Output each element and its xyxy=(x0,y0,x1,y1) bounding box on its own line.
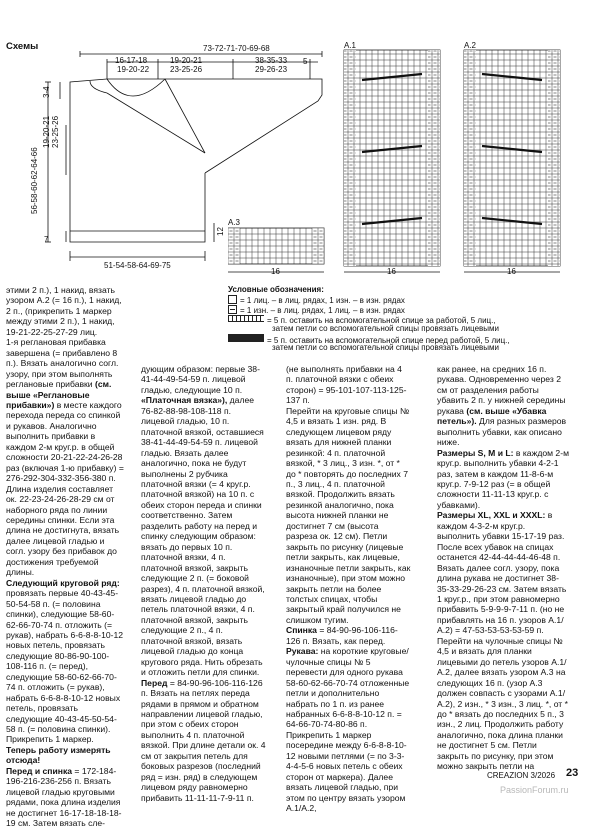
text-column-4 xyxy=(437,364,569,772)
chart-a3-width: 16 xyxy=(271,267,280,276)
dim-raglan-b: 23-25-26 xyxy=(51,115,60,148)
chart-a1-label: A.1 xyxy=(344,41,357,50)
paragraph: Размеры S, M и L: в каждом 2-м круг.р. выполнить убавки 4-2-1 раз, затем в каждом 11-8-6-м круг.р. 7-9-12 раз (= в общей сложности 11-11-13 круг.р. с убавками). xyxy=(437,447,569,510)
dim-mid1: 19-20-21 xyxy=(170,56,203,65)
dim-shoulder-b: 19-20-22 xyxy=(117,65,150,74)
paragraph: Спинка = 84-90-96-106-116-126 п. Вязать, как перед. xyxy=(286,625,398,646)
legend-item-cable-back: = 5 п. оставить на вспомогательной спице за работой, 5 лиц., xyxy=(228,315,496,326)
chart-a3-label: A.3 xyxy=(228,218,241,227)
dim-shoulder: 16-17-18 xyxy=(115,56,148,65)
chart-a2-width: 16 xyxy=(507,267,516,276)
subheading: Следующий круговой ряд: xyxy=(6,577,120,588)
paragraph: 1-я реглановая прибавка завершена (= прибавлено 8 п.). Вязать аналогично согл. узору, при этом выполнять реглановые прибавки (см. выше «Реглановые прибавки») в месте каждого перехода переда со спинкой и рукавов. Аналогично выполнить прибавки в каждом 2-м круг.р. в общей сложности 20-21-22-24-26-28 раз (включая 1-ю прибавку) = 276-292-304-332-356-380 п. Длина изделия составляет ок. 22-23-24-26-28-29 см от наборного ряда по линии середины спинки. Если эта длина не достигнута, вязать далее лицевой гладью и согл. узору без прибавок до достижения требуемой длины. xyxy=(6,337,124,578)
text-column-2 xyxy=(141,364,266,803)
paragraph: Перейти на чулочные спицы № 4,5 и вязать для планки лицевыми до петель узоров А.1/А.2, далее вязать узором А.3 на следующих 16 п. (узор А.3 должен совпасть с узорами А.1/А.2), 2 изн., * 3 изн., 3 лиц. *, от * до * вязать до последних 5 п., 3 изн., 2 лиц. Продолжить работу аналогично, пока длина планки не достигнет 5 см. Петли закрыть по рисунку, при этом можно закрыть петли на xyxy=(437,635,568,772)
cable-front-icon xyxy=(228,334,264,342)
text-column-3 xyxy=(286,364,411,813)
paragraph: Вязать далее согл. узору, пока длина рукава не достигнет 38-35-33-29-26-23 см. Затем вязать 1 круг.р., при этом равномерно прибавить 5-9-9-9-7-11 п. (но не прибавлять на 16 п. узоров А.1/А.2) = 47-53-53-53-53-59 п. xyxy=(437,562,567,636)
paragraph: Перед и спинка = 172-184-196-216-236-256 п. Вязать лицевой гладью круговыми рядами, пока длина изделия не достигнет 16-17-18-18-18-19 см. Затем вязать сле- xyxy=(6,765,122,829)
purl-square-icon xyxy=(228,305,237,314)
cable-back-icon xyxy=(228,315,264,322)
paragraph: Размеры XL, XXL и XXXL: в каждом 4-3-2-м круг.р. выполнить убавки 15-17-19 раз. После всех убавок на спицах останется 42-44-44-44-46-48 п. xyxy=(437,510,565,563)
watermark-site: PassionForum.ru xyxy=(500,785,569,795)
legend-item-cable-front: = 5 п. оставить на вспомогательной спице перед работой, 5 лиц., xyxy=(228,334,510,346)
dim-mid2: 38-35-33 xyxy=(255,56,288,65)
subheading: Теперь работу измерять отсюда! xyxy=(6,744,111,766)
dim-five: 5 xyxy=(303,57,308,66)
dim-length: 56-58-60-62-64-66 xyxy=(30,147,39,214)
magazine-name: CREAZION 3/2026 xyxy=(487,771,556,780)
paragraph: дующим образом: первые 38-41-44-49-54-59 п. лицевой гладью, следующие 10 п. «Платочная вязка»), далее 76-82-88-98-108-118 п. лицевой гладью, 10 п. платочной вязкой, оставшиеся 38-41-44-49-54-59 п. лицевой гладью. Вязать далее аналогично, пока не будут выполнены 2 рубчика платочной вязки (= 4 круг.р. платочной вязкой) на 10 п. с обеих сторон переда и спинки соответственно. Затем разделить работу на перед и спинку следующим образом: вязать до первых 10 п. платочной вязки, 4 п. платочной вязкой, закрыть следующие 2 п. (= боковой разрез), 4 п. платочной вязкой, вязать лицевой гладью до петель платочной вязки, 4 п. платочной вязкой, закрыть следующие 2 п., 4 п. платочной вязкой, вязать лицевой гладью до конца кругового ряда. Нить обрезать и отложить петли для спинки. xyxy=(141,364,265,678)
dim-neck-depth: 3-4 xyxy=(42,86,51,98)
legend-item-knit: = 1 лиц. – в лиц. рядах, 1 изн. – в изн. рядах xyxy=(228,295,405,306)
page-number: 23 xyxy=(566,767,579,779)
dim-rib-right: 12 xyxy=(216,227,225,236)
paragraph: Перейти на круговые спицы № 4,5 и вязать 1 изн. ряд. В следующем лицевом ряду вязать для нижней планки резинкой: 4 п. платочной вязкой, * 3 лиц., 3 изн. *, от * до * повторять до последних 7 п., 3 лиц., 4 п. платочной вязкой. Продолжить вязать резинкой аналогично, пока высота нижней планки не достигнет 7 см (высота разреза ок. 12 см). Петли закрыть по рисунку (лицевые петли закрыть, как лицевые, изнаночные петли закрыть, как изнаночные), при этом можно закрыть петли на более толстых спицах, чтобы закрытый край получился не слишком тугим. xyxy=(286,405,411,625)
dim-mid1b: 23-25-26 xyxy=(170,65,203,74)
dim-rib-left: 7 xyxy=(44,235,49,244)
legend-title: Условные обозначения: xyxy=(228,285,324,294)
legend-item-cable-back-cont: затем петли со вспомогательной спицы провязать лицевыми xyxy=(272,324,499,333)
text-column-1 xyxy=(6,285,124,829)
paragraph: провязать первые 40-43-45-50-54-58 п. (= половина спинки), следующие 58-60-62-66-70-74 п. отложить (= рукав), набрать 6-6-8-8-10-12 новых петель, провязать следующие 80-86-90-100-108-116 п. (= перед), следующие 58-60-62-66-70-74 п. отложить (= рукав), набрать 6-6-8-8-10-12 новых петель, провязать следующие 40-43-45-50-54-58 п. (= половина спинки). Прикрепить 1 маркер. xyxy=(6,588,124,745)
legend-item-purl: = 1 изн. – в лиц. рядах, 1 лиц. – в изн. рядах xyxy=(228,305,405,316)
knit-square-icon xyxy=(228,295,237,304)
knit-charts xyxy=(228,42,592,280)
dim-mid2b: 29-26-23 xyxy=(255,65,288,74)
page-title: Схемы xyxy=(6,41,39,52)
dim-raglan-a: 19-20-21 xyxy=(42,115,51,148)
chart-a2-label: A.2 xyxy=(464,41,477,50)
paragraph: (не выполнять прибавки на 4 п. платочной вязки с обеих сторон) = 95-101-107-113-125-137 п. xyxy=(286,364,407,406)
dim-bottom-width: 51-54-58-64-69-75 xyxy=(104,261,171,270)
paragraph: Перед = 84-90-96-106-116-126 п. Вязать на петлях переда рядами в прямом и обратном направлении лицевой гладью, при этом с обеих сторон выполнить 4 п. платочной вязкой. При длине детали ок. 4 см от закрытия петель для боковых разрезов (последний ряд = изн. ряд) в следующем лицевом ряду равномерно прибавить 11-11-11-7-9-11 п. xyxy=(141,677,266,803)
paragraph: как ранее, на средних 16 п. рукава. Одновременно через 2 см от разделения работы убавить 2 п. у нижней середины рукава (см. выше «Убавка петель»). Для разных размеров выполнить убавки, как описано ниже. xyxy=(437,364,567,448)
paragraph: Рукава: на короткие круговые/чулочные спицы № 5 перевести для одного рукава 58-60-62-66-70-74 отложенные петли и дополнительно набрать по 1 п. из ранее набранных 6-6-8-8-10-12 п. = 64-66-70-74-80-86 п. Прикрепить 1 маркер посередине между 6-6-8-8-10-12 новыми петлями (= по 3-3-4-4-5-6 новых петель с обеих сторон от маркера). Далее вязать лицевой гладью, при этом по центру вязать узором А.1/А.2, xyxy=(286,646,410,814)
chart-a1-width: 16 xyxy=(387,267,396,276)
legend-item-cable-front-cont: затем петли со вспомогательной спицы провязать лицевыми xyxy=(272,343,499,352)
paragraph: этими 2 п.), 1 накид, вязать узором А.2 (= 16 п.), 1 накид, 2 п., (прикрепить 1 маркер между этими 2 п.), 1 накид, 19-21-22-25-27-29 лиц. xyxy=(6,285,122,337)
dim-top-width: 73-72-71-70-69-68 xyxy=(203,44,270,53)
